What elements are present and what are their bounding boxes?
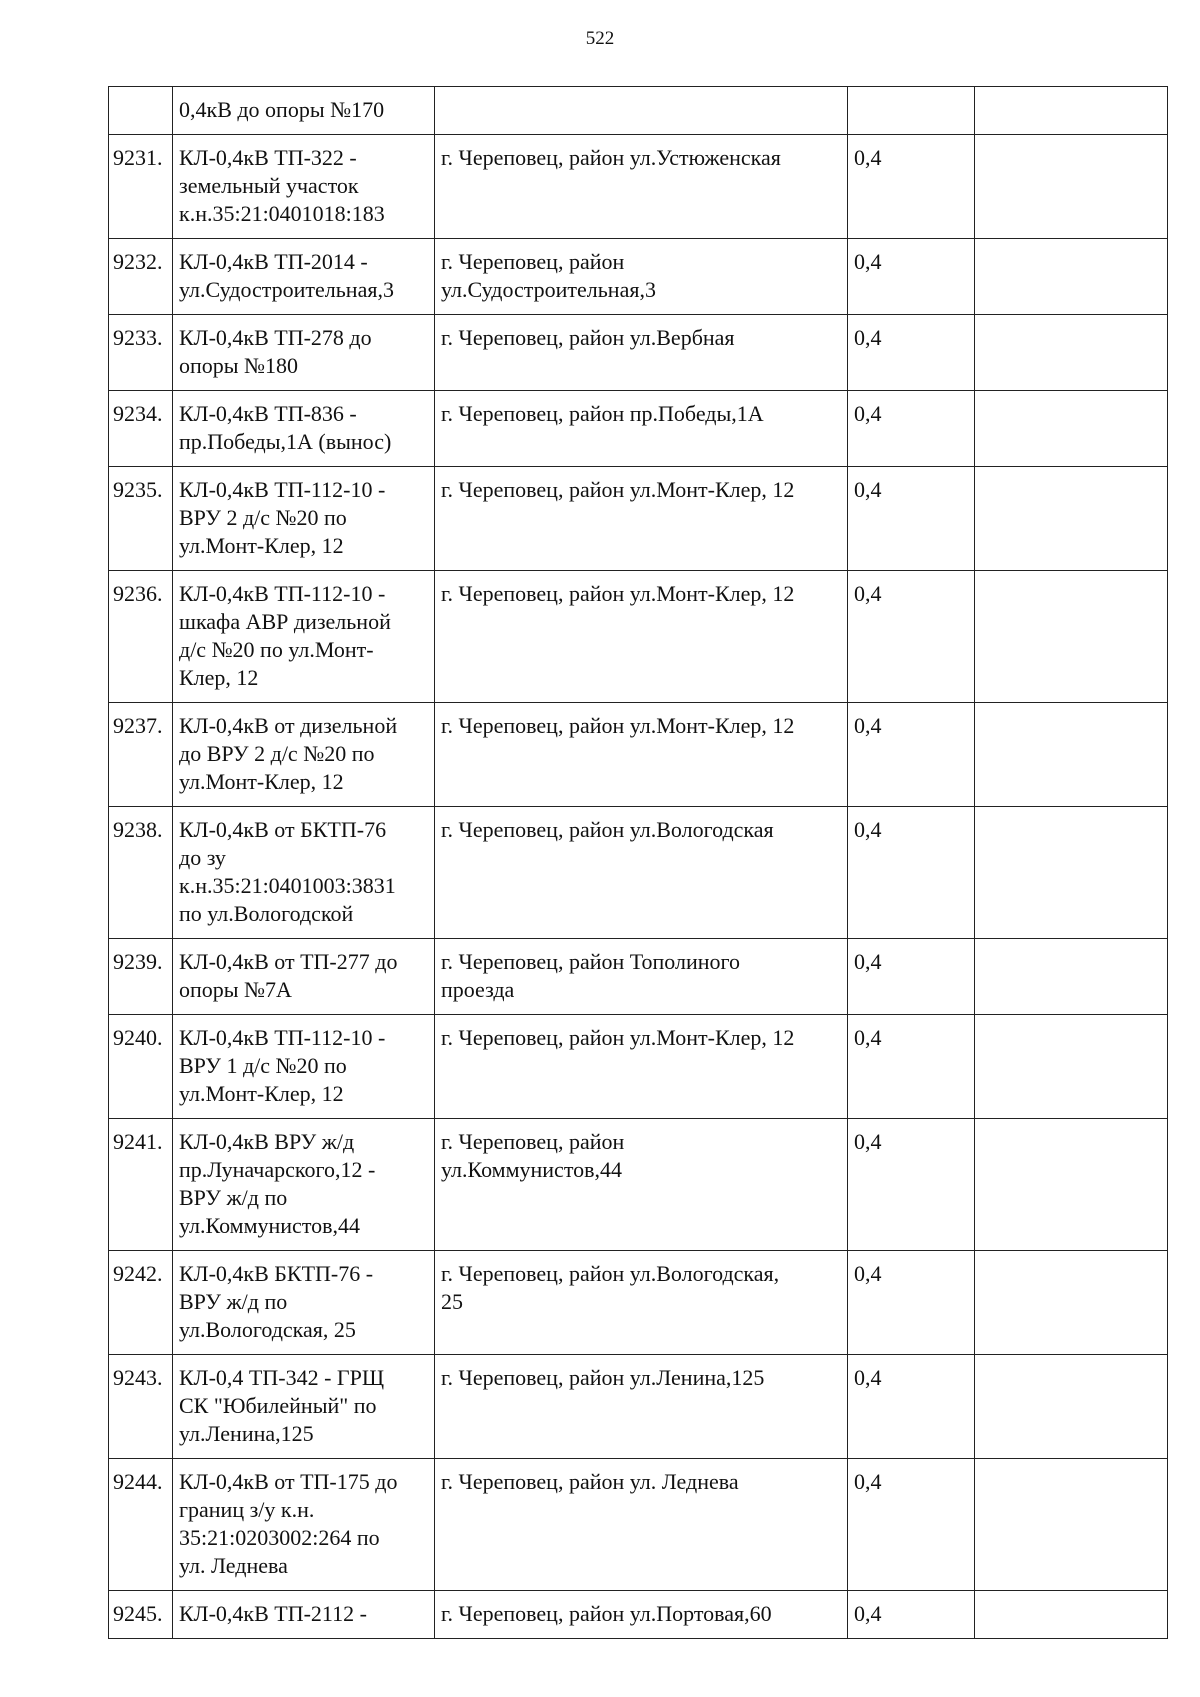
extra-cell: [975, 1015, 1168, 1119]
table-row: [109, 1119, 1168, 1251]
row-number: [109, 87, 173, 135]
line-name-cell: КЛ-0,4кВ ТП-2112 -: [173, 1591, 435, 1639]
table-row: [109, 939, 1168, 1015]
line-name-cell: КЛ-0,4кВ от ТП-277 до опоры №7А: [173, 939, 435, 1015]
location-cell: г. Череповец, район ул.Монт-Клер, 12: [435, 703, 848, 807]
extra-cell: [975, 939, 1168, 1015]
extra-cell: [975, 1119, 1168, 1251]
location-cell: г. Череповец, район ул.Монт-Клер, 12: [435, 571, 848, 703]
voltage-cell: 0,4: [848, 703, 975, 807]
location-cell: г. Череповец, район ул.Коммунистов,44: [435, 1119, 848, 1251]
line-name-cell: КЛ-0,4кВ ТП-836 - пр.Победы,1А (вынос): [173, 391, 435, 467]
table-row: [109, 391, 1168, 467]
voltage-cell: 0,4: [848, 391, 975, 467]
table-row: [109, 1355, 1168, 1459]
voltage-cell: 0,4: [848, 939, 975, 1015]
extra-cell: [975, 87, 1168, 135]
extra-cell: [975, 135, 1168, 239]
voltage-cell: 0,4: [848, 1355, 975, 1459]
table-row: [109, 1251, 1168, 1355]
voltage-cell: 0,4: [848, 1119, 975, 1251]
voltage-cell: 0,4: [848, 1015, 975, 1119]
voltage-cell: 0,4: [848, 571, 975, 703]
line-name-cell: КЛ-0,4кВ от БКТП-76 до зу к.н.35:21:0401003:3831 по ул.Вологодской: [173, 807, 435, 939]
location-cell: г. Череповец, район ул.Судостроительная,3: [435, 239, 848, 315]
line-name-cell: КЛ-0,4кВ БКТП-76 - ВРУ ж/д по ул.Вологодская, 25: [173, 1251, 435, 1355]
table-row: [109, 467, 1168, 571]
table-body: [109, 87, 1168, 1639]
table-row: [109, 135, 1168, 239]
line-name-cell: КЛ-0,4кВ ТП-278 до опоры №180: [173, 315, 435, 391]
location-cell: г. Череповец, район Тополиного проезда: [435, 939, 848, 1015]
row-number: 9235.: [109, 467, 173, 571]
line-name-cell: КЛ-0,4кВ ТП-112-10 - ВРУ 2 д/с №20 по ул.Монт-Клер, 12: [173, 467, 435, 571]
row-number: 9231.: [109, 135, 173, 239]
table-row: [109, 1591, 1168, 1639]
line-name-cell: КЛ-0,4кВ ТП-112-10 - шкафа АВР дизельной д/с №20 по ул.Монт- Клер, 12: [173, 571, 435, 703]
row-number: 9236.: [109, 571, 173, 703]
voltage-cell: 0,4: [848, 1591, 975, 1639]
voltage-cell: 0,4: [848, 135, 975, 239]
row-number: 9240.: [109, 1015, 173, 1119]
location-cell: г. Череповец, район ул.Монт-Клер, 12: [435, 1015, 848, 1119]
location-cell: г. Череповец, район ул.Вологодская: [435, 807, 848, 939]
location-cell: г. Череповец, район ул.Ленина,125: [435, 1355, 848, 1459]
extra-cell: [975, 1355, 1168, 1459]
row-number: 9237.: [109, 703, 173, 807]
line-name-cell: 0,4кВ до опоры №170: [173, 87, 435, 135]
row-number: 9234.: [109, 391, 173, 467]
line-name-cell: КЛ-0,4кВ от ТП-175 до границ з/у к.н. 35:21:0203002:264 по ул. Леднева: [173, 1459, 435, 1591]
extra-cell: [975, 1591, 1168, 1639]
table-row: [109, 571, 1168, 703]
extra-cell: [975, 467, 1168, 571]
line-name-cell: КЛ-0,4кВ ТП-112-10 - ВРУ 1 д/с №20 по ул.Монт-Клер, 12: [173, 1015, 435, 1119]
line-name-cell: КЛ-0,4кВ от дизельной до ВРУ 2 д/с №20 по ул.Монт-Клер, 12: [173, 703, 435, 807]
table-row: [109, 703, 1168, 807]
location-cell: г. Череповец, район ул.Вологодская, 25: [435, 1251, 848, 1355]
row-number: 9239.: [109, 939, 173, 1015]
line-name-cell: КЛ-0,4 ТП-342 - ГРЩ СК "Юбилейный" по ул.Ленина,125: [173, 1355, 435, 1459]
extra-cell: [975, 239, 1168, 315]
location-cell: [435, 87, 848, 135]
voltage-cell: 0,4: [848, 1251, 975, 1355]
row-number: 9242.: [109, 1251, 173, 1355]
extra-cell: [975, 703, 1168, 807]
row-number: 9243.: [109, 1355, 173, 1459]
extra-cell: [975, 571, 1168, 703]
line-name-cell: КЛ-0,4кВ ТП-322 - земельный участок к.н.35:21:0401018:183: [173, 135, 435, 239]
extra-cell: [975, 315, 1168, 391]
extra-cell: [975, 807, 1168, 939]
voltage-cell: 0,4: [848, 807, 975, 939]
extra-cell: [975, 391, 1168, 467]
row-number: 9241.: [109, 1119, 173, 1251]
row-number: 9233.: [109, 315, 173, 391]
table-row: [109, 1015, 1168, 1119]
voltage-cell: 0,4: [848, 315, 975, 391]
location-cell: г. Череповец, район ул.Вербная: [435, 315, 848, 391]
row-number: 9238.: [109, 807, 173, 939]
voltage-cell: 0,4: [848, 467, 975, 571]
table-row: [109, 807, 1168, 939]
row-number: 9245.: [109, 1591, 173, 1639]
row-number: 9244.: [109, 1459, 173, 1591]
table-row: [109, 1459, 1168, 1591]
page-number: 522: [585, 28, 615, 49]
extra-cell: [975, 1459, 1168, 1591]
location-cell: г. Череповец, район пр.Победы,1А: [435, 391, 848, 467]
voltage-cell: 0,4: [848, 239, 975, 315]
table-row: [109, 87, 1168, 135]
table-row: [109, 239, 1168, 315]
voltage-cell: 0,4: [848, 1459, 975, 1591]
location-cell: г. Череповец, район ул.Устюженская: [435, 135, 848, 239]
line-name-cell: КЛ-0,4кВ ТП-2014 - ул.Судостроительная,3: [173, 239, 435, 315]
table-row: [109, 315, 1168, 391]
location-cell: г. Череповец, район ул. Леднева: [435, 1459, 848, 1591]
cable-lines-table: [108, 86, 1168, 1639]
extra-cell: [975, 1251, 1168, 1355]
line-name-cell: КЛ-0,4кВ ВРУ ж/д пр.Луначарского,12 - ВРУ ж/д по ул.Коммунистов,44: [173, 1119, 435, 1251]
voltage-cell: [848, 87, 975, 135]
location-cell: г. Череповец, район ул.Портовая,60: [435, 1591, 848, 1639]
location-cell: г. Череповец, район ул.Монт-Клер, 12: [435, 467, 848, 571]
row-number: 9232.: [109, 239, 173, 315]
